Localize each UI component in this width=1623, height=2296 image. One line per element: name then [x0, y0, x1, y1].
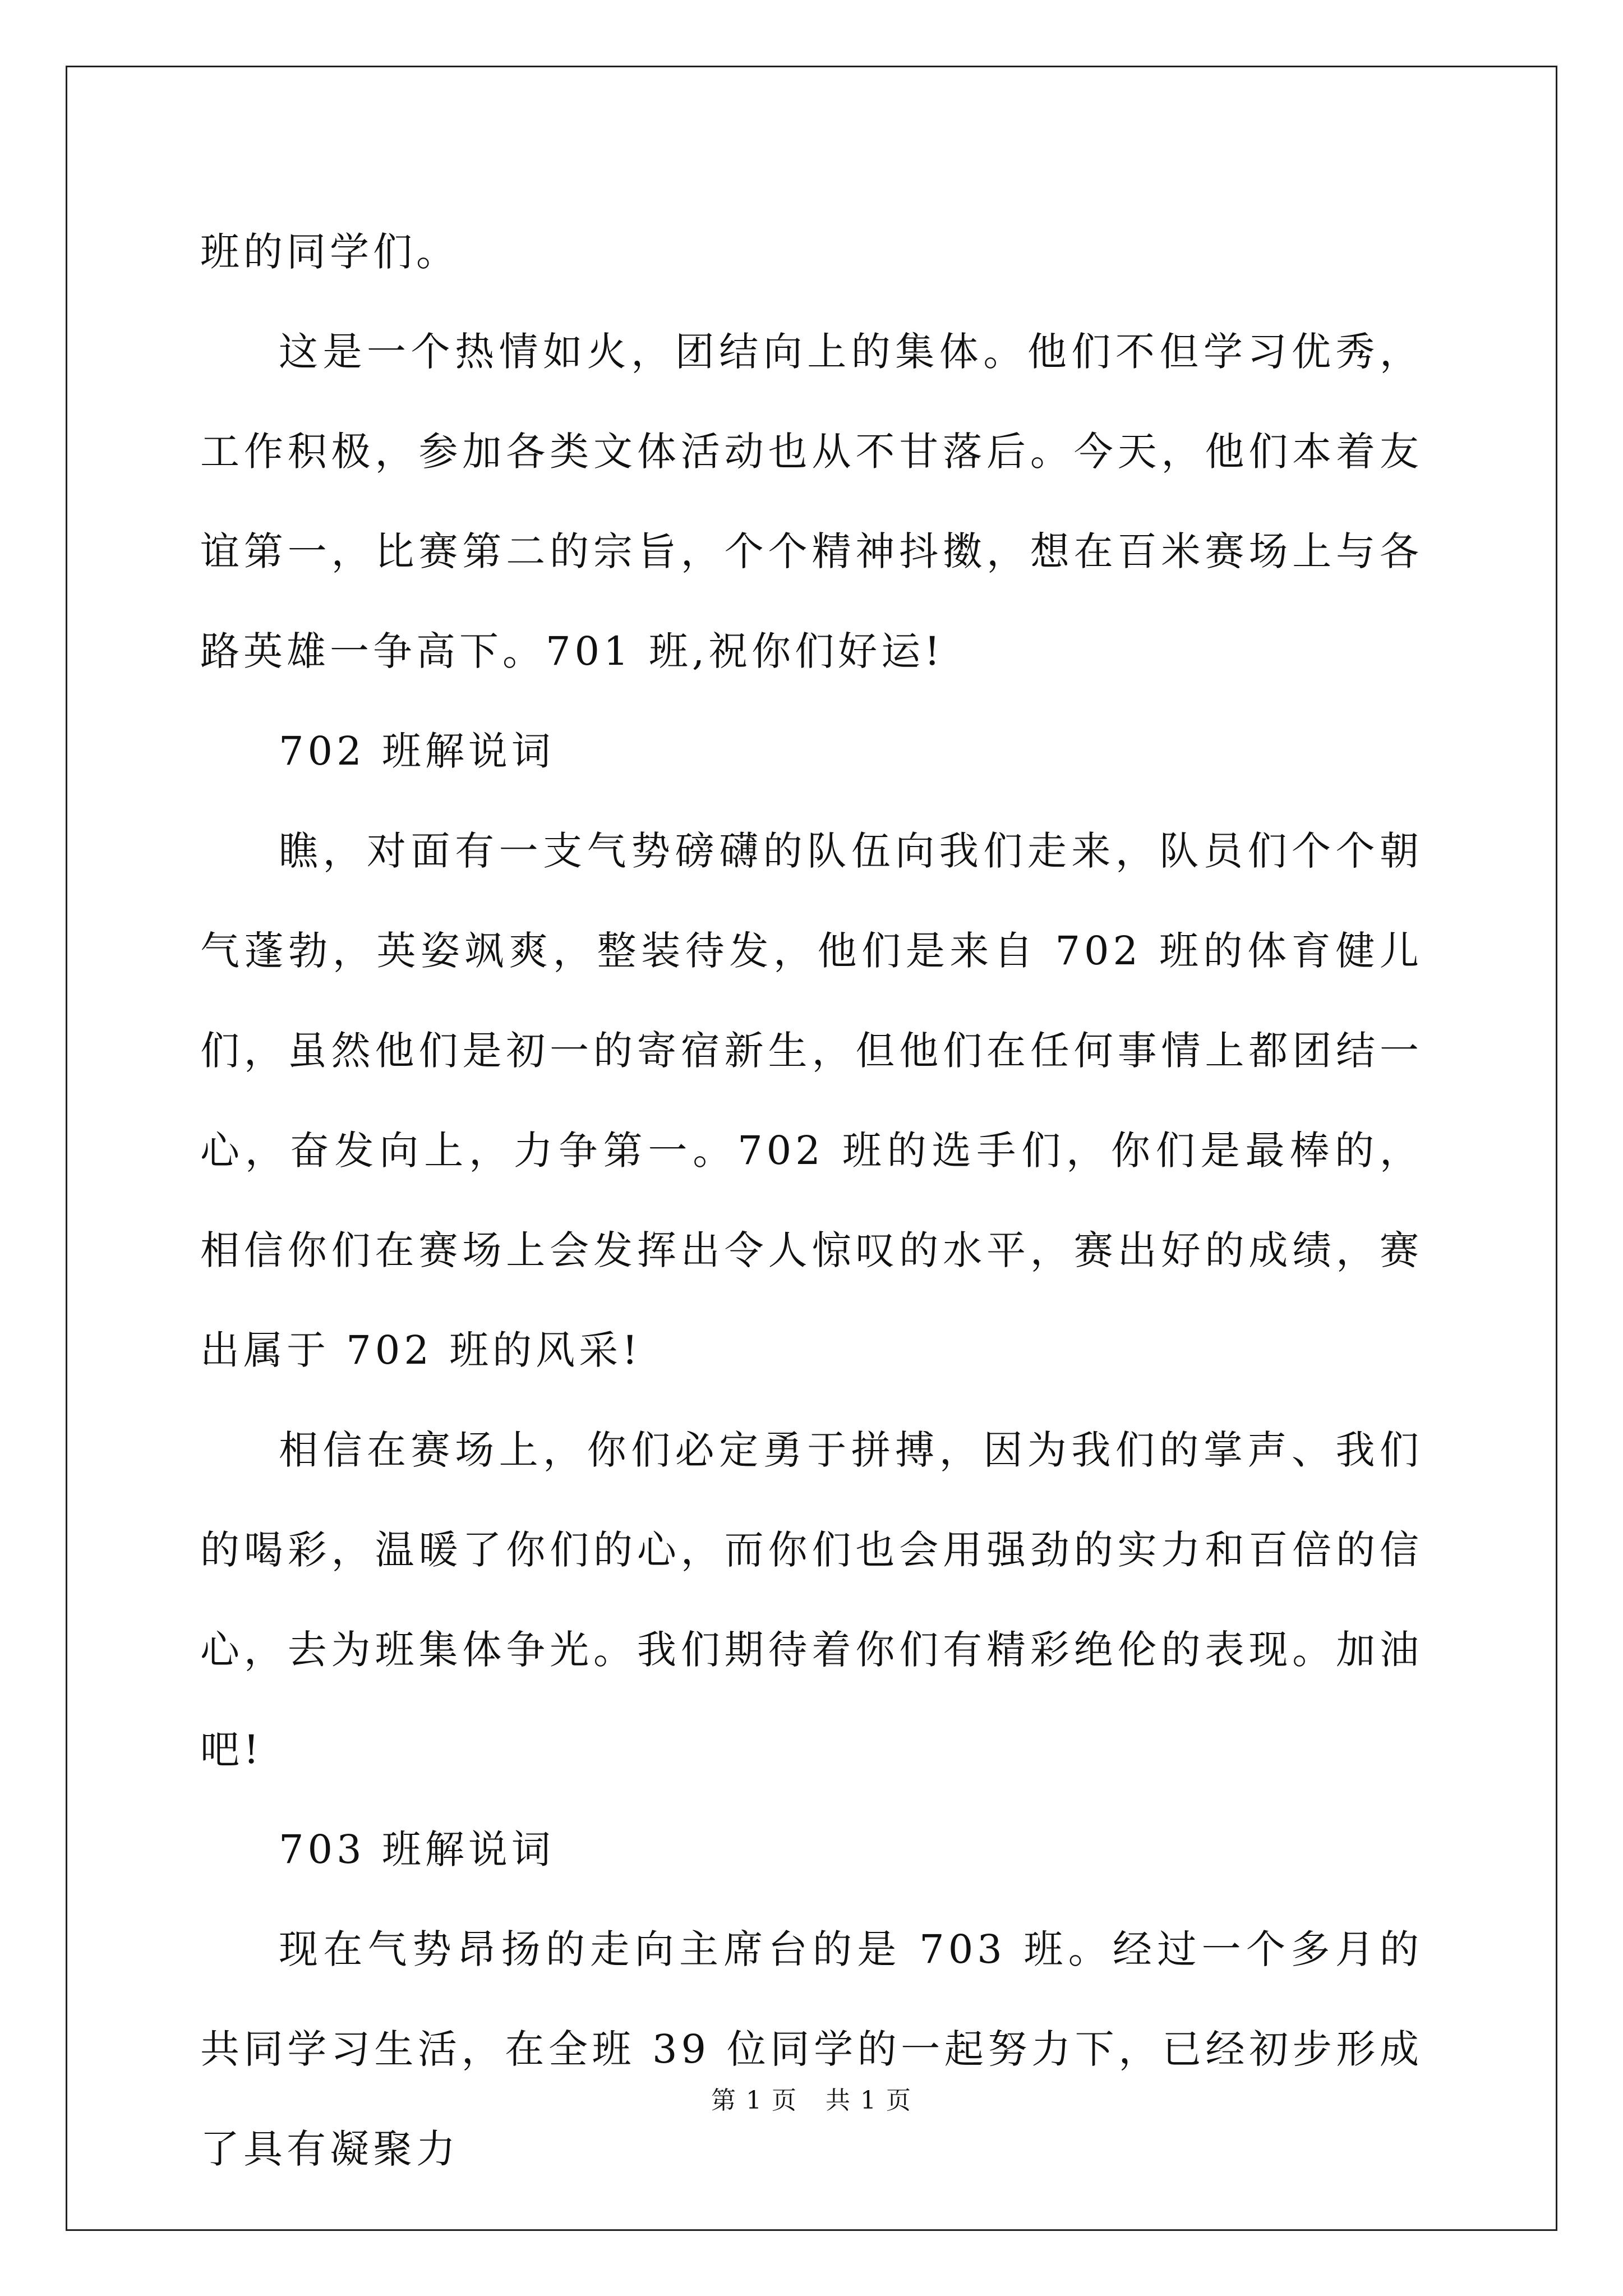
- paragraph: 班的同学们。: [200, 229, 459, 275]
- paragraph: 相信在赛场上，你们必定勇于拼搏，因为我们的掌声、我们的喝彩，温暖了你们的心，而你们也会用强劲的实力和百倍的信心，去为班集体争光。我们期待着你们有精彩绝伦的表现。加油吧!: [200, 1427, 1423, 1773]
- paragraph: 瞧，对面有一支气势磅礴的队伍向我们走来，队员们个个朝气蓬勃，英姿飒爽，整装待发，他们是来自 702 班的体育健儿们，虽然他们是初一的寄宿新生，但他们在任何事情上都团结一心，奋发向上，力争第一。702 班的选手们，你们是最棒的，相信你们在赛场上会发挥出令人惊叹的水平，赛出好的成绩，赛出属于 702 班的风采!: [200, 828, 1423, 1373]
- page-total: 共 1 页: [826, 2086, 912, 2115]
- page-number: 第 1 页: [711, 2086, 797, 2115]
- page-footer: [0, 2084, 1623, 2118]
- section-heading: 703 班解说词: [279, 1826, 555, 1872]
- document-body: [200, 202, 1423, 2199]
- paragraph: 现在气势昂扬的走向主席台的是 703 班。经过一个多月的共同学习生活，在全班 39 位同学的一起努力下，已经初步形成了具有凝聚力: [200, 1926, 1423, 2172]
- section-heading: 702 班解说词: [279, 728, 555, 774]
- paragraph: 这是一个热情如火，团结向上的集体。他们不但学习优秀，工作积极，参加各类文体活动也从不甘落后。今天，他们本着友谊第一，比赛第二的宗旨，个个精神抖擞，想在百米赛场上与各路英雄一争高下。701 班,祝你们好运!: [200, 329, 1423, 674]
